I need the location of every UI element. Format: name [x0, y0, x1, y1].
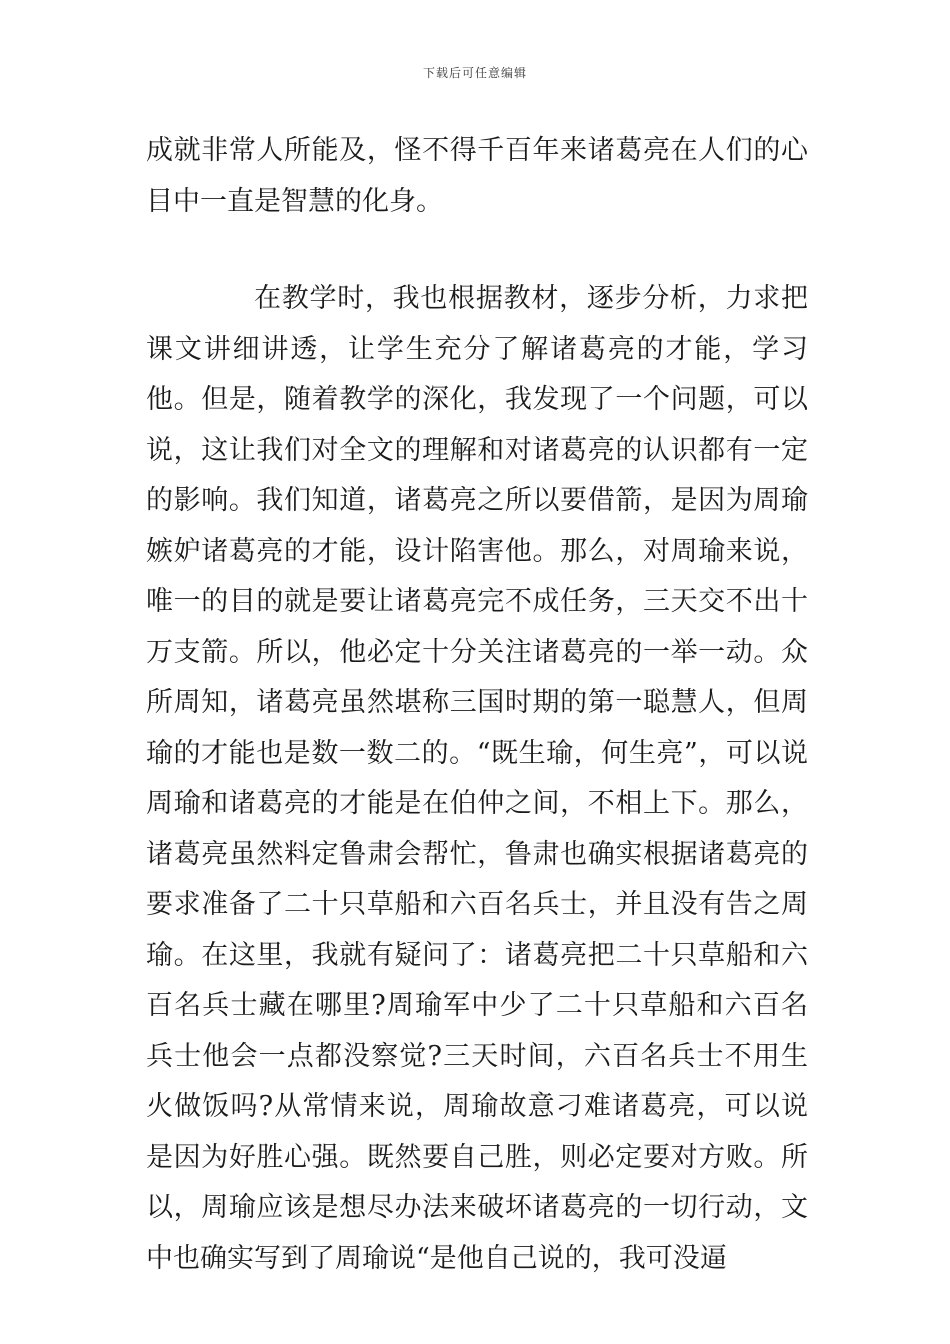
page-header: 下载后可任意编辑	[422, 66, 527, 80]
paragraph-continuation: 成就非常人所能及，怪不得千百年来诸葛亮在人们的心目中一直是智慧的化身。	[146, 135, 808, 217]
paragraph-main: 在教学时，我也根据教材，逐步分析，力求把课文讲细讲透，让学生充分了解诸葛亮的才能，学习他。但是，随着教学的深化，我发现了一个问题，可以说，这让我们对全文的理解和对诸葛亮的认识都有一定的影响。我们知道，诸葛亮之所以要借箭，是因为周瑜嫉妒诸葛亮的才能，设计陷害他。那么，对周瑜来说，唯一的目的就是要让诸葛亮完不成任务，三天交不出十万支箭。所以，他必定十分关注诸葛亮的一举一动。众所周知，诸葛亮虽然堪称三国时期的第一聪慧人，但周瑜的才能也是数一数二的。“既生瑜，何生亮”，可以说周瑜和诸葛亮的才能是在伯仲之间，不相上下。那么，诸葛亮虽然料定鲁肃会帮忙，鲁肃也确实根据诸葛亮的要求准备了二十只草船和六百名兵士，并且没有告之周瑜。在这里，我就有疑问了：诸葛亮把二十只草船和六百名兵士藏在哪里?周瑜军中少了二十只草船和六百名兵士他会一点都没察觉?三天时间，六百名兵士不用生火做饭吗?从常情来说，周瑜故意刁难诸葛亮，可以说是因为好胜心强。既然要自己胜，则必定要对方败。所以，周瑜应该是想尽办法来破坏诸葛亮的一切行动，文中也确实写到了周瑜说“是他自己说的，我可没逼	[146, 283, 808, 1274]
